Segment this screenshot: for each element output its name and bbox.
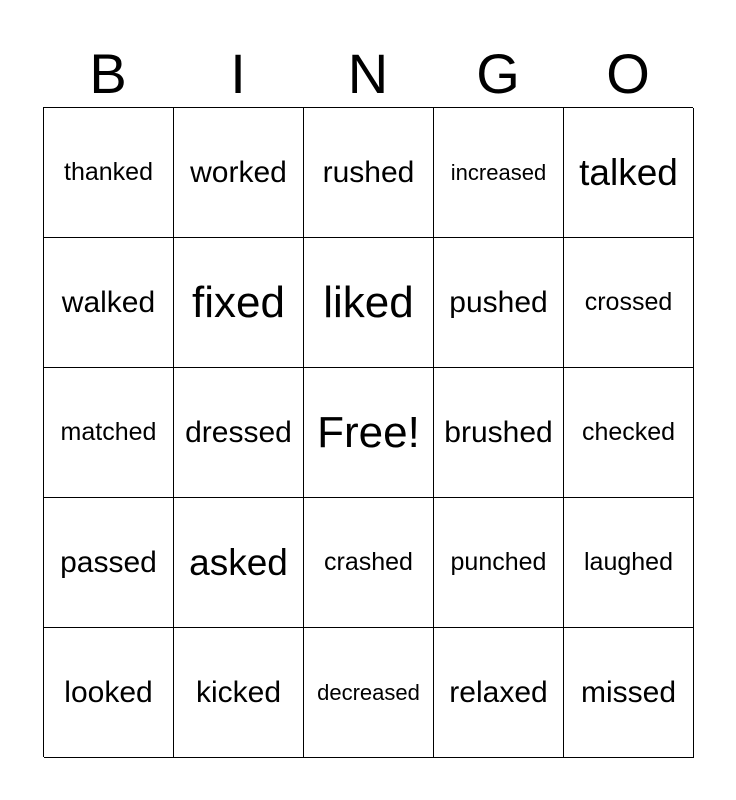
header-letter-n: N [347, 42, 389, 105]
bingo-cell[interactable]: relaxed [434, 628, 564, 758]
bingo-cell[interactable]: liked [304, 238, 434, 368]
bingo-cell[interactable]: pushed [434, 238, 564, 368]
bingo-cell[interactable]: increased [434, 108, 564, 238]
header-letter-g: G [476, 42, 520, 105]
bingo-cell[interactable]: brushed [434, 368, 564, 498]
header-letter-b: B [89, 42, 127, 105]
bingo-cell[interactable]: matched [44, 368, 174, 498]
bingo-cell[interactable]: crossed [564, 238, 694, 368]
bingo-cell[interactable]: asked [174, 498, 304, 628]
bingo-board [43, 107, 693, 757]
bingo-cell[interactable]: decreased [304, 628, 434, 758]
bingo-cell[interactable]: walked [44, 238, 174, 368]
bingo-cell[interactable]: talked [564, 108, 694, 238]
bingo-cell[interactable]: punched [434, 498, 564, 628]
bingo-cell[interactable]: thanked [44, 108, 174, 238]
bingo-cell[interactable]: passed [44, 498, 174, 628]
header-letter-o: O [606, 42, 650, 105]
bingo-cell[interactable]: missed [564, 628, 694, 758]
bingo-cell[interactable]: crashed [304, 498, 434, 628]
bingo-cell[interactable]: looked [44, 628, 174, 758]
bingo-header [43, 40, 693, 108]
bingo-cell[interactable]: kicked [174, 628, 304, 758]
bingo-cell[interactable]: dressed [174, 368, 304, 498]
header-letter-i: I [230, 42, 246, 105]
bingo-cell[interactable]: laughed [564, 498, 694, 628]
bingo-cell[interactable]: checked [564, 368, 694, 498]
bingo-cell[interactable]: rushed [304, 108, 434, 238]
bingo-cell[interactable]: fixed [174, 238, 304, 368]
bingo-cell[interactable]: worked [174, 108, 304, 238]
free-space-cell[interactable]: Free! [304, 368, 434, 498]
